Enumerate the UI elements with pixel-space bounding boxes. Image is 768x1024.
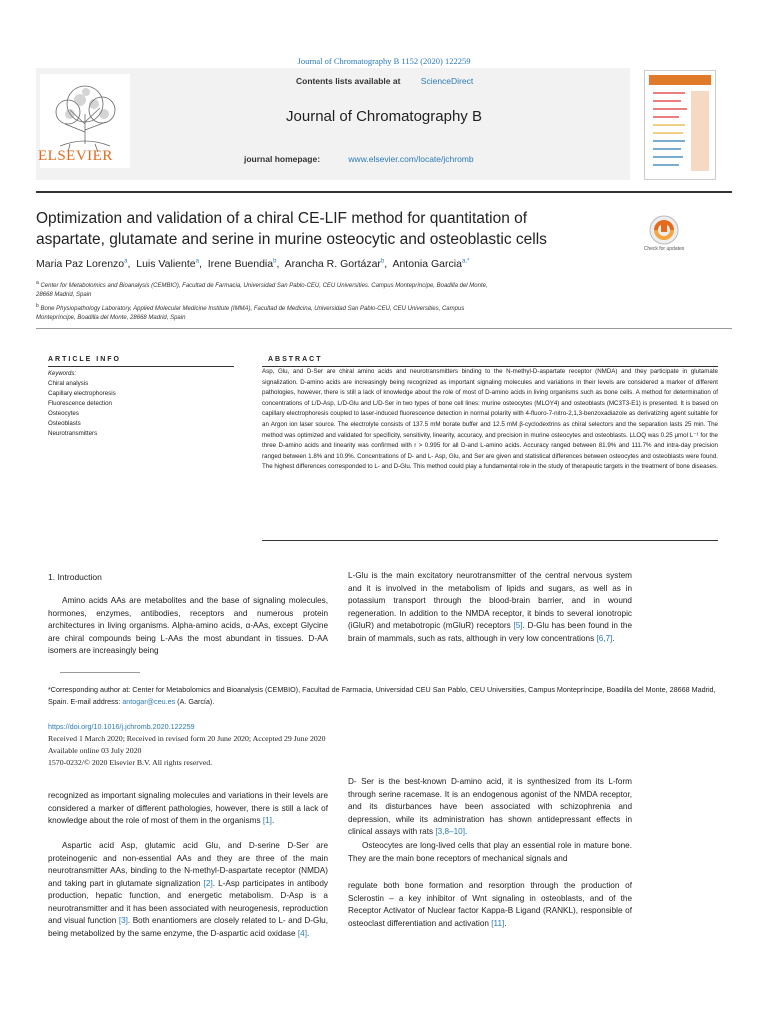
citation-link[interactable]: [11]: [491, 918, 505, 928]
article-title: [36, 208, 636, 250]
contents-label: Contents lists available at: [296, 76, 401, 86]
abstract-bottom-rule: [262, 540, 718, 541]
check-updates-icon: [640, 212, 688, 264]
sciencedirect-link[interactable]: ScienceDirect: [420, 76, 474, 86]
citation-link[interactable]: [4]: [297, 928, 307, 938]
keyword-item: Capillary electrophoresis: [48, 390, 116, 397]
email-link[interactable]: antogar@ceu.es: [122, 697, 176, 706]
body-left-paragraph-2: Aspartic acid Asp, glutamic acid Glu, and D-serine D-Ser are proteinogenic and non-essential AAs and they are three of the main neurotransmitter AAs, binding to the N-methyl-D-aspartate receptor (NMDA) and taking part in glutamate signalization [2]. L-Asp participates in antibody production, hepatic function, and energetic metabolism. D-Asp is a neurotransmitter and it has been associated with neurogenesis, reproduction and visual function [3]. Both enantiomers are closely related to L- and D-Glu, being metabolized by the same enzyme, the D-aspartic acid oxidase [4].: [48, 841, 328, 938]
keyword-item: Fluorescence detection: [48, 400, 112, 407]
article-info-rule: [48, 366, 234, 367]
body-right-paragraph-3: regulate both bone formation and resorption through the production of Sclerostin – a key inhibitor of Wnt signaling in osteoblasts, and of the Receptor Activator of Nuclear factor Kappa-B Ligand (RANKL), responsible of osteoclast differentiation and activation [11].: [348, 881, 632, 928]
homepage-link[interactable]: www.elsevier.com/locate/jchromb: [348, 154, 474, 164]
author-4[interactable]: Arancha R. Gortázar$^b$: [284, 258, 385, 270]
citation-link[interactable]: [1]: [262, 816, 272, 825]
author-list: Maria Paz Lorenzo$^a$, Luis Valiente$^a$, Irene Buendia$^b$, Arancha R. Gortázar$^b$, Antonia Garcia$^{a,*}$: [36, 258, 470, 270]
author-2[interactable]: Luis Valiente$^a$: [136, 258, 199, 270]
keyword-item: Chiral analysis: [48, 380, 89, 387]
author-3[interactable]: Irene Buendia$^b$: [207, 258, 277, 270]
affiliation-b: $^b$ Bone Physiopathology Laboratory, Applied Molecular Medicine Institute (IMMA), Facultad de Medicina, Universidad San Pablo-CEU, CEU Universities, Campus: [36, 303, 465, 312]
footnote-rule: [60, 672, 140, 673]
citation-link[interactable]: [2]: [203, 878, 213, 888]
keyword-item: Osteocytes: [48, 410, 79, 417]
check-updates-label: Check for updates: [643, 246, 685, 252]
section-heading-introduction: 1. Introduction: [48, 572, 102, 582]
received-dates: Received 1 March 2020; Received in revised form 20 June 2020; Accepted 29 June 2020: [48, 734, 326, 743]
check-for-updates-badge[interactable]: [640, 212, 688, 264]
article-info-heading: ARTICLE INFO: [48, 356, 121, 363]
keywords-label: Keywords:: [48, 371, 77, 377]
citation-link[interactable]: [3,8–10]: [435, 827, 465, 836]
body-left-paragraph-1: recognized as important signaling molecules and variations in their levels are considered a marker of different pathologies, however, there is still a lack of knowledge about the role of most of them in the organisms [1].: [48, 791, 328, 825]
corresponding-author-footnote: *Corresponding author at: Center for Metabolomics and Bioanalysis (CEMBIO), Facultad de Farmacia, Universidad CEU San Pablo, CEU Universities, Campus Montepríncipe, Boadilla del Monte, 28668 Madrid, Spain. E-mail address: antogar@ceu.es (A. García).: [48, 685, 716, 706]
citation-link[interactable]: [6,7]: [596, 633, 613, 643]
citation-link[interactable]: [3]: [118, 916, 128, 925]
keyword-item: Osteoblasts: [48, 420, 81, 427]
journal-cover-thumbnail[interactable]: [644, 70, 716, 180]
intro-left-paragraph: Amino acids AAs are metabolites and the base of signaling molecules, hormones, enzymes, antibodies, receptors and numerous protein architectures in living organisms. Alpha-amino acids, α-AAs, except Glycine are chiral compounds being L-AAs the most abundant in tissues. D-AA isomers are increasingly being: [48, 596, 328, 655]
elsevier-wordmark: ELSEVIER: [38, 148, 113, 164]
affiliation-b-cont: Montepríncipe, Boadilla del Monte, 28668 Madrid, Spain: [36, 315, 186, 321]
keyword-item: Neurotransmitters: [48, 430, 98, 437]
journal-homepage-line: [244, 154, 474, 164]
abstract-body: Asp, Glu, and D-Ser are chiral amino acids and neurotransmitters binding to the N-methyl-D-aspartate receptor (NMDA) and they participate in glutamate signalization. D-amino acids are increasingly being recognized as important signaling molecules and variations in their levels are considered a marker of different pathologies, however, there is still a lack of knowledge about the role of most of D-amino acids in living organisms such as bone cells. A method for determination of concentrations of L/D-Asp, L/D-Glu and L/D-Ser in two types of bone cell lines: murine osteocytes (MLOY4) and osteoblasts (MC3T3-E1) is presented. It is based on capillary electrophoresis coupled to laser-induced fluorescence detection in normal polarity with 4-fluoro-7-nitro-2,1,3-benzoxadiazole as derivatizing agent suitable for an Argon ion laser source. The electrolyte consists of 137.5 mM borate buffer and 12.5 mM β-cyclodextrins as chiral selectors and the separation lasts 25 min. The method was optimized and validated for specificity, sensitivity, linearity, accuracy, and precision in murine osteocytes and osteoblasts. LLOQ was 0.25 μmol L⁻¹ for the three D-amino acids and linearity was confirmed with r > 0.995 for all D-and L-amino acids. Accuracy ranged between 81.9% and 111.7% and intra-day precision ranged between 1.8% and 10.9%. Concentrations of D- and L- Asp, Glu, and Ser are given and statistical differences between osteocytes and osteoblasts were found. The highest differences corresponded to L- and D-Glu. This method could play a fundamental role in the study of therapeutic targets in the treatment of bone diseases.: [262, 368, 718, 471]
copyright-line: 1570-0232/© 2020 Elsevier B.V. All rights reserved.: [48, 758, 213, 767]
article-title-line-1: Optimization and validation of a chiral CE-LIF method for quantitation of: [36, 210, 528, 227]
affiliation-a-cont: 28668 Madrid, Spain: [36, 292, 92, 298]
author-5[interactable]: Antonia Garcia$^{a,*}$: [392, 258, 470, 270]
doi-link[interactable]: https://doi.org/10.1016/j.jchromb.2020.122259: [48, 722, 195, 731]
journal-reference[interactable]: Journal of Chromatography B 1152 (2020) 122259: [297, 56, 471, 66]
affiliation-a: $^a$ Center for Metabolomics and Bioanalysis (CEMBIO), Facultad de Farmacia, Universidad San Pablo-CEU, CEU Universities. Campus Montepríncipe, Boadilla del Monte,: [36, 280, 488, 289]
available-online: Available online 03 July 2020: [48, 746, 142, 755]
author-1[interactable]: Maria Paz Lorenzo$^a$: [36, 258, 128, 270]
intro-right-paragraph: L-Glu is the main excitatory neurotransmitter of the central nervous system and it is involved in the metabolism of lipids and sugars, as well as in potassium transport through the blood-brain barrier, and in wound regeneration. In addition to the NMDA receptor, it binds to several ionotropic (iGluR) and metabotropic (mGluR) receptors [5]. D-Glu has been found in the brain of mammals, such as rats, although in very low concentrations [6,7].: [348, 571, 632, 643]
journal-title: Journal of Chromatography B: [286, 108, 482, 125]
homepage-label: journal homepage:: [244, 154, 321, 164]
abstract-heading: ABSTRACT: [268, 356, 323, 363]
citation-link[interactable]: [5]: [513, 621, 523, 630]
affiliation-rule: [36, 328, 732, 329]
article-title-line-2: aspartate, glutamate and serine in murine osteocytic and osteoblastic cells: [36, 231, 547, 248]
body-right-paragraph-2: Osteocytes are long-lived cells that play an essential role in mature bone. They are the main bone receptors of mechanical signals and: [348, 841, 632, 863]
contents-line: [296, 76, 473, 86]
body-right-paragraph-1: D- Ser is the best-known D-amino acid, it is synthesized from its L-form through serine racemase. It is an endogenous agonist of the NMDA receptor, and its disturbances have been associated with schizophrenia and depression, while its administration has shown antidepressant effects in clinical assays with rats [3,8–10].: [348, 777, 632, 836]
header-rule: [36, 191, 732, 193]
